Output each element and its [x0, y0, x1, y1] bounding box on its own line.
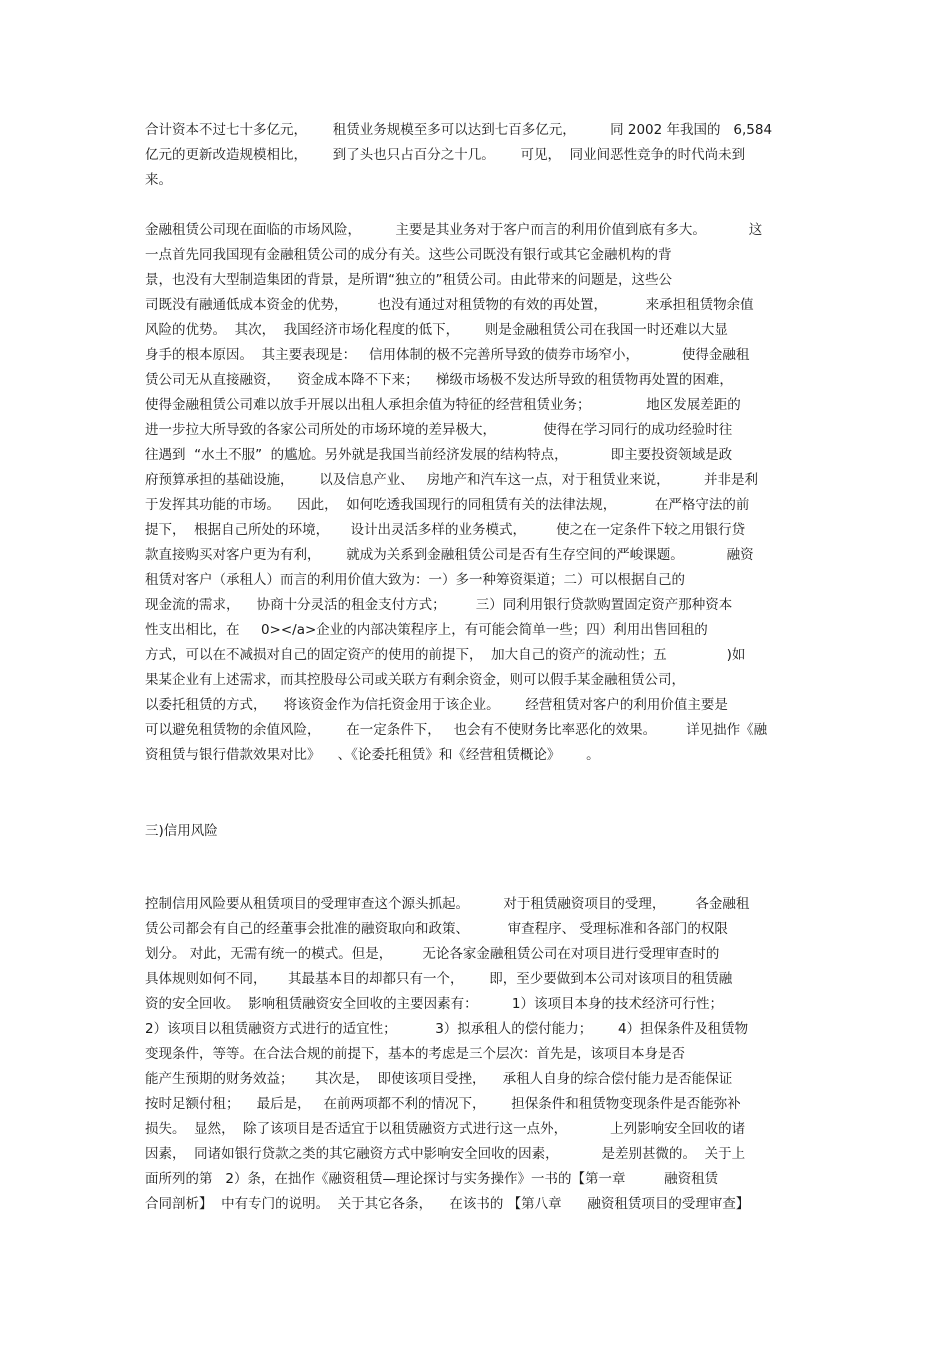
paragraph1-line: 亿元的更新改造规模相比， 到了头也只占百分之十几。 可见， 同业间恶性竞争的时代尚未到	[145, 147, 746, 163]
paragraph3-line: 赁公司都会有自己的经董事会批准的融资取向和政策、 审查程序、 受理标准和各部门的权限	[145, 921, 728, 937]
paragraph2-line: 赁公司无从直接融资， 资金成本降不下来； 梯级市场极不发达所导致的租赁物再处置的困难，	[145, 372, 733, 388]
paragraph2-line: 使得金融租赁公司难以放手开展以出租人承担余值为特征的经营租赁业务； 地区发展差距的	[145, 397, 741, 413]
paragraph3-line: 按时足额付租； 最后是， 在前两项都不利的情况下， 担保条件和租赁物变现条件是否能弥补	[145, 1096, 741, 1112]
paragraph3-line: 资的安全回收。 影响租赁融资安全回收的主要因素有： 1）该项目本身的技术经济可行性；	[145, 996, 724, 1012]
paragraph2-line: 可以避免租赁物的余值风险， 在一定条件下， 也会有不使财务比率恶化的效果。 详见拙作《融	[145, 722, 768, 738]
paragraph2-line: 性支出相比，在 0></a>企业的内部决策程序上，有可能会简单一些；四）利用出售回租的	[145, 622, 708, 638]
paragraph1-line: 来。	[145, 172, 172, 188]
paragraph3-line: 因素， 同诸如银行贷款之类的其它融资方式中影响安全回收的因素， 是差别甚微的。 关于上	[145, 1146, 746, 1162]
paragraph2-line: 资租赁与银行借款效果对比》 、《论委托租赁》和《经营租赁概论》 。	[145, 747, 600, 763]
paragraph2-line: 景，也没有大型制造集团的背景，是所谓“独立的”租赁公司。由此带来的问题是，这些公	[145, 272, 672, 288]
paragraph2-line: 于发挥其功能的市场。 因此， 如何吃透我国现行的同租赁有关的法律法规， 在严格守法的前	[145, 497, 750, 513]
paragraph3-line: 划分。 对此，无需有统一的模式。但是， 无论各家金融租赁公司在对项目进行受理审查时的	[145, 946, 720, 962]
paragraph3-line: 面所列的第 2）条，在拙作《融资租赁—理论探讨与实务操作》一书的【第一章 融资租赁	[145, 1171, 719, 1187]
paragraph2-line: 以委托租赁的方式， 将该资金作为信托资金用于该企业。 经营租赁对客户的利用价值主要是	[145, 697, 728, 713]
paragraph3-line: 合同剖析】 中有专门的说明。 关于其它各条， 在该书的 【第八章 融资租赁项目的受理审查】	[145, 1196, 750, 1212]
paragraph3-line: 损失。 显然， 除了该项目是否适宜于以租赁融资方式进行这一点外， 上列影响安全回收的诸	[145, 1121, 746, 1137]
paragraph2-line: 款直接购买对客户更为有利， 就成为关系到金融租赁公司是否有生存空间的严峻课题。 融资	[145, 547, 754, 563]
paragraph3-line: 变现条件，等等。在合法合规的前提下，基本的考虑是三个层次：首先是，该项目本身是否	[145, 1046, 685, 1062]
paragraph3-line: 2）该项目以租赁融资方式进行的适宜性； 3）拟承租人的偿付能力； 4）担保条件及租赁物	[145, 1021, 749, 1037]
paragraph2-line: 一点首先同我国现有金融租赁公司的成分有关。这些公司既没有银行或其它金融机构的背	[145, 247, 672, 263]
paragraph3-line: 控制信用风险要从租赁项目的受理审查这个源头抓起。 对于租赁融资项目的受理， 各金融租	[145, 896, 750, 912]
paragraph2-line: 身手的根本原因。 其主要表现是： 信用体制的极不完善所导致的债券市场窄小， 使得金融租	[145, 347, 750, 363]
paragraph2-line: 提下， 根据自己所处的环境， 设计出灵活多样的业务模式， 使之在一定条件下较之用银行贷	[145, 522, 746, 538]
paragraph2-line: 现金流的需求， 协商十分灵活的租金支付方式； 三）同利用银行贷款购置固定资产那种资本	[145, 597, 733, 613]
paragraph2-line: 果某企业有上述需求，而其控股母公司或关联方有剩余资金，则可以假手某金融租赁公司，	[145, 672, 685, 688]
paragraph2-line: 司既没有融通低成本资金的优势， 也没有通过对租赁物的有效的再处置， 来承担租赁物余值	[145, 297, 754, 313]
paragraph1-line: 合计资本不过七十多亿元， 租赁业务规模至多可以达到七百多亿元， 同 2002 年我国的 6,584	[145, 122, 773, 138]
paragraph2-line: 租赁对客户（承租人）而言的利用价值大致为：一）多一种筹资渠道；二）可以根据自己的	[145, 572, 685, 588]
paragraph2-line: 府预算承担的基础设施， 以及信息产业、 房地产和汽车这一点，对于租赁业来说， 并非是利	[145, 472, 758, 488]
paragraph2-line: 进一步拉大所导致的各家公司所处的市场环境的差异极大， 使得在学习同行的成功经验时往	[145, 422, 733, 438]
paragraph3-line: 具体规则如何不同， 其最基本目的却都只有一个， 即，至少要做到本公司对该项目的租赁融	[145, 971, 733, 987]
section-heading: 三)信用风险	[145, 823, 218, 839]
paragraph2-line: 风险的优势。 其次， 我国经济市场化程度的低下， 则是金融租赁公司在我国一时还难以大显	[145, 322, 728, 338]
paragraph2-line: 方式，可以在不减损对自己的固定资产的使用的前提下， 加大自己的资产的流动性；五 )如	[145, 647, 746, 663]
paragraph3-line: 能产生预期的财务效益； 其次是， 即使该项目受挫， 承租人自身的综合偿付能力是否能保证	[145, 1071, 733, 1087]
paragraph2-line: 金融租赁公司现在面临的市场风险， 主要是其业务对于客户而言的利用价值到底有多大。 这	[145, 222, 763, 238]
paragraph2-line: 往遇到 “水土不服” 的尴尬。另外就是我国当前经济发展的结构特点， 即主要投资领域是政	[145, 447, 733, 463]
